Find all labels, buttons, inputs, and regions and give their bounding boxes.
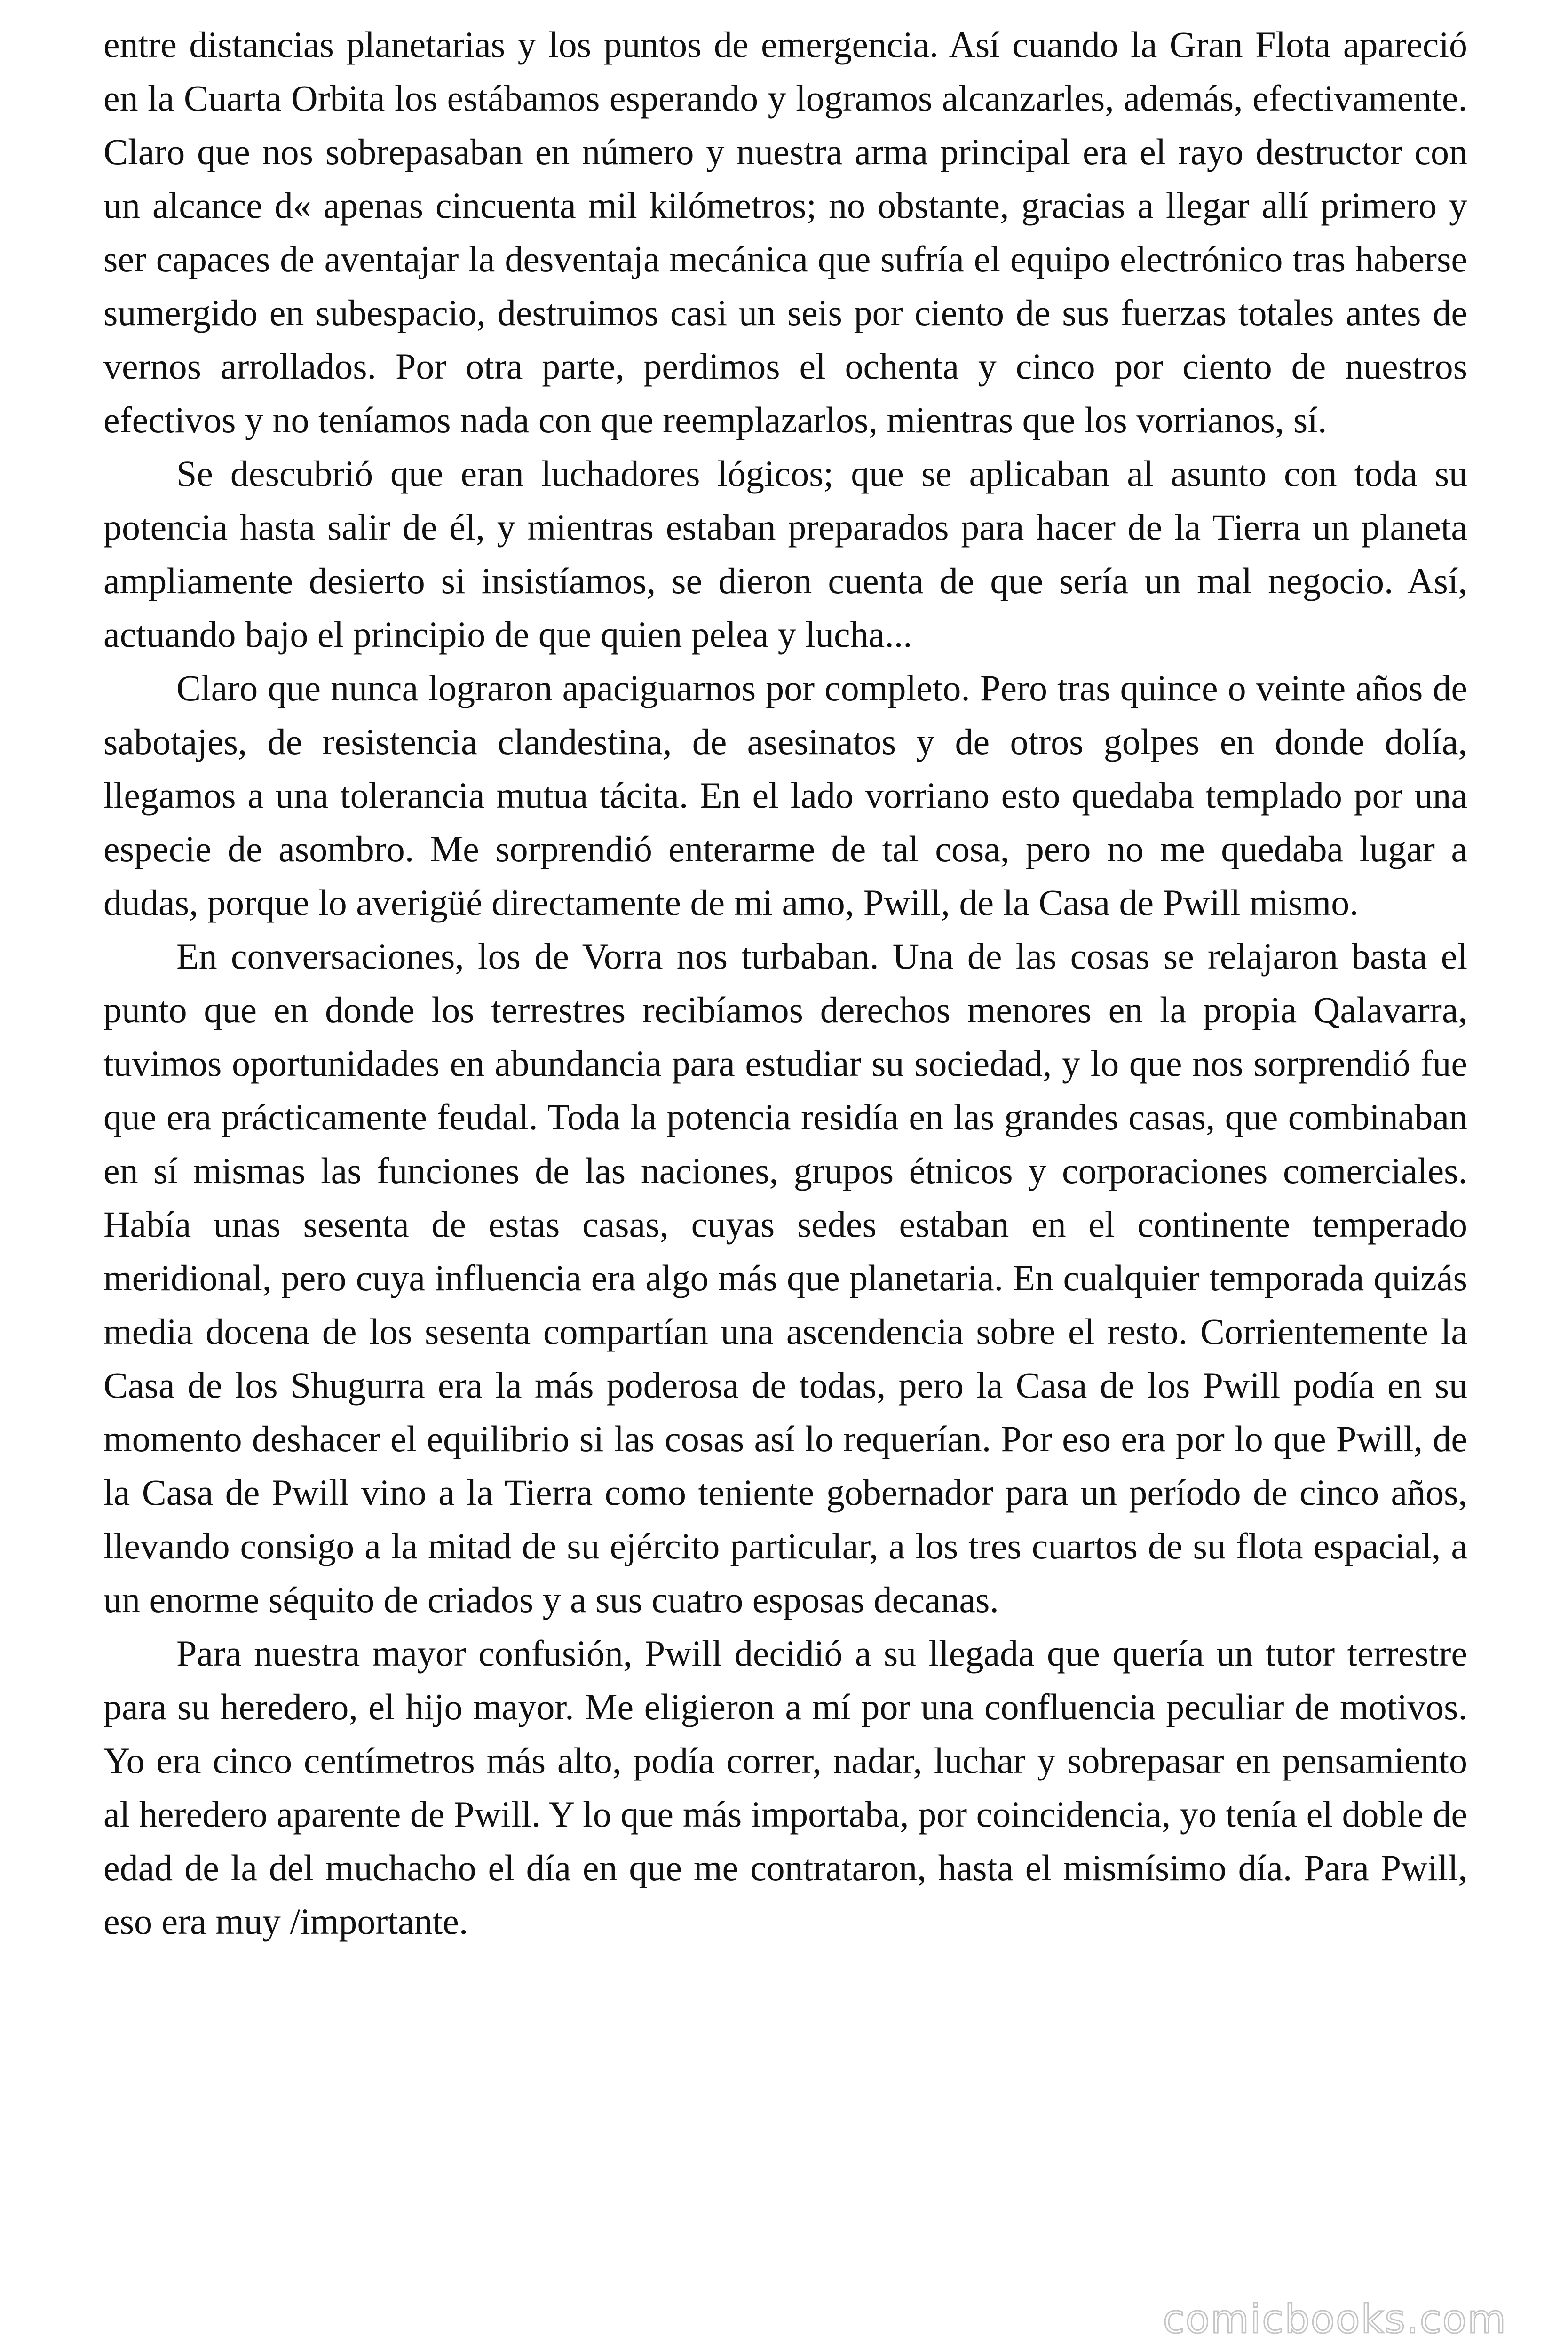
watermark: comicbooks.com <box>1163 2296 1507 2342</box>
paragraph-5: Para nuestra mayor confusión, Pwill decidió a su llegada que quería un tutor terrestre para su heredero, el hijo mayor. Me eligieron a mí por una confluencia peculiar de motivos. Yo era cinco centímetros más alto, podía correr, nadar, luchar y sobrepasar en pensamiento al heredero aparente de Pwill. Y lo que más importaba, por coincidencia, yo tenía el doble de edad de la del muchacho el día en que me contrataron, hasta el mismísimo día. Para Pwill, eso era muy /importante. <box>103 1633 1467 1942</box>
paragraph-1: entre distancias planetarias y los puntos de emergencia. Así cuando la Gran Flota apareció en la Cuarta Orbita los estábamos esperando y logramos alcanzarles, además, efectivamente. Claro que nos sobrepasaban en número y nuestra arma principal era el rayo destructor con un alcance d« apenas cincuenta mil kilómetros; no obstante, gracias a llegar allí primero y ser capaces de aventajar la desventaja mecánica que sufría el equipo electrónico tras haberse sumergido en subespacio, destruimos casi un seis por ciento de sus fuerzas totales antes de vernos arrollados. Por otra parte, perdimos el ochenta y cinco por ciento de nuestros efectivos y no teníamos nada con que reemplazarlos, mientras que los vorrianos, sí. <box>103 24 1467 440</box>
paragraph-4: En conversaciones, los de Vorra nos turbaban. Una de las cosas se relajaron basta el punto que en donde los terrestres recibíamos derechos menores en la propia Qalavarra, tuvimos oportunidades en abundancia para estudiar su sociedad, y lo que nos sorprendió fue que era prácticamente feudal. Toda la potencia residía en las grandes casas, que combinaban en sí mismas las funciones de las naciones, grupos étnicos y corporaciones comerciales. Había unas sesenta de estas casas, cuyas sedes estaban en el continente temperado meridional, pero cuya influencia era algo más que planetaria. En cualquier temporada quizás media docena de los sesenta compartían una ascendencia sobre el resto. Corrientemente la Casa de los Shugurra era la más poderosa de todas, pero la Casa de los Pwill podía en su momento deshacer el equilibrio si las cosas así lo requerían. Por eso era por lo que Pwill, de la Casa de Pwill vino a la Tierra como teniente gobernador para un período de cinco años, llevando consigo a la mitad de su ejército particular, a los tres cuartos de su flota espacial, a un enorme séquito de criados y a sus cuatro esposas decanas. <box>103 936 1467 1620</box>
page-body <box>103 18 1467 1948</box>
paragraph-2: Se descubrió que eran luchadores lógicos; que se aplicaban al asunto con toda su potencia hasta salir de él, y mientras estaban preparados para hacer de la Tierra un planeta ampliamente desierto si insistíamos, se dieron cuenta de que sería un mal negocio. Así, actuando bajo el principio de que quien pelea y lucha... <box>103 453 1467 655</box>
paragraph-3: Claro que nunca lograron apaciguarnos por completo. Pero tras quince o veinte años de sabotajes, de resistencia clandestina, de asesinatos y de otros golpes en donde dolía, llegamos a una tolerancia mutua tácita. En el lado vorriano esto quedaba templado por una especie de asombro. Me sorprendió enterarme de tal cosa, pero no me quedaba lugar a dudas, porque lo averigüé directamente de mi amo, Pwill, de la Casa de Pwill mismo. <box>103 667 1467 923</box>
